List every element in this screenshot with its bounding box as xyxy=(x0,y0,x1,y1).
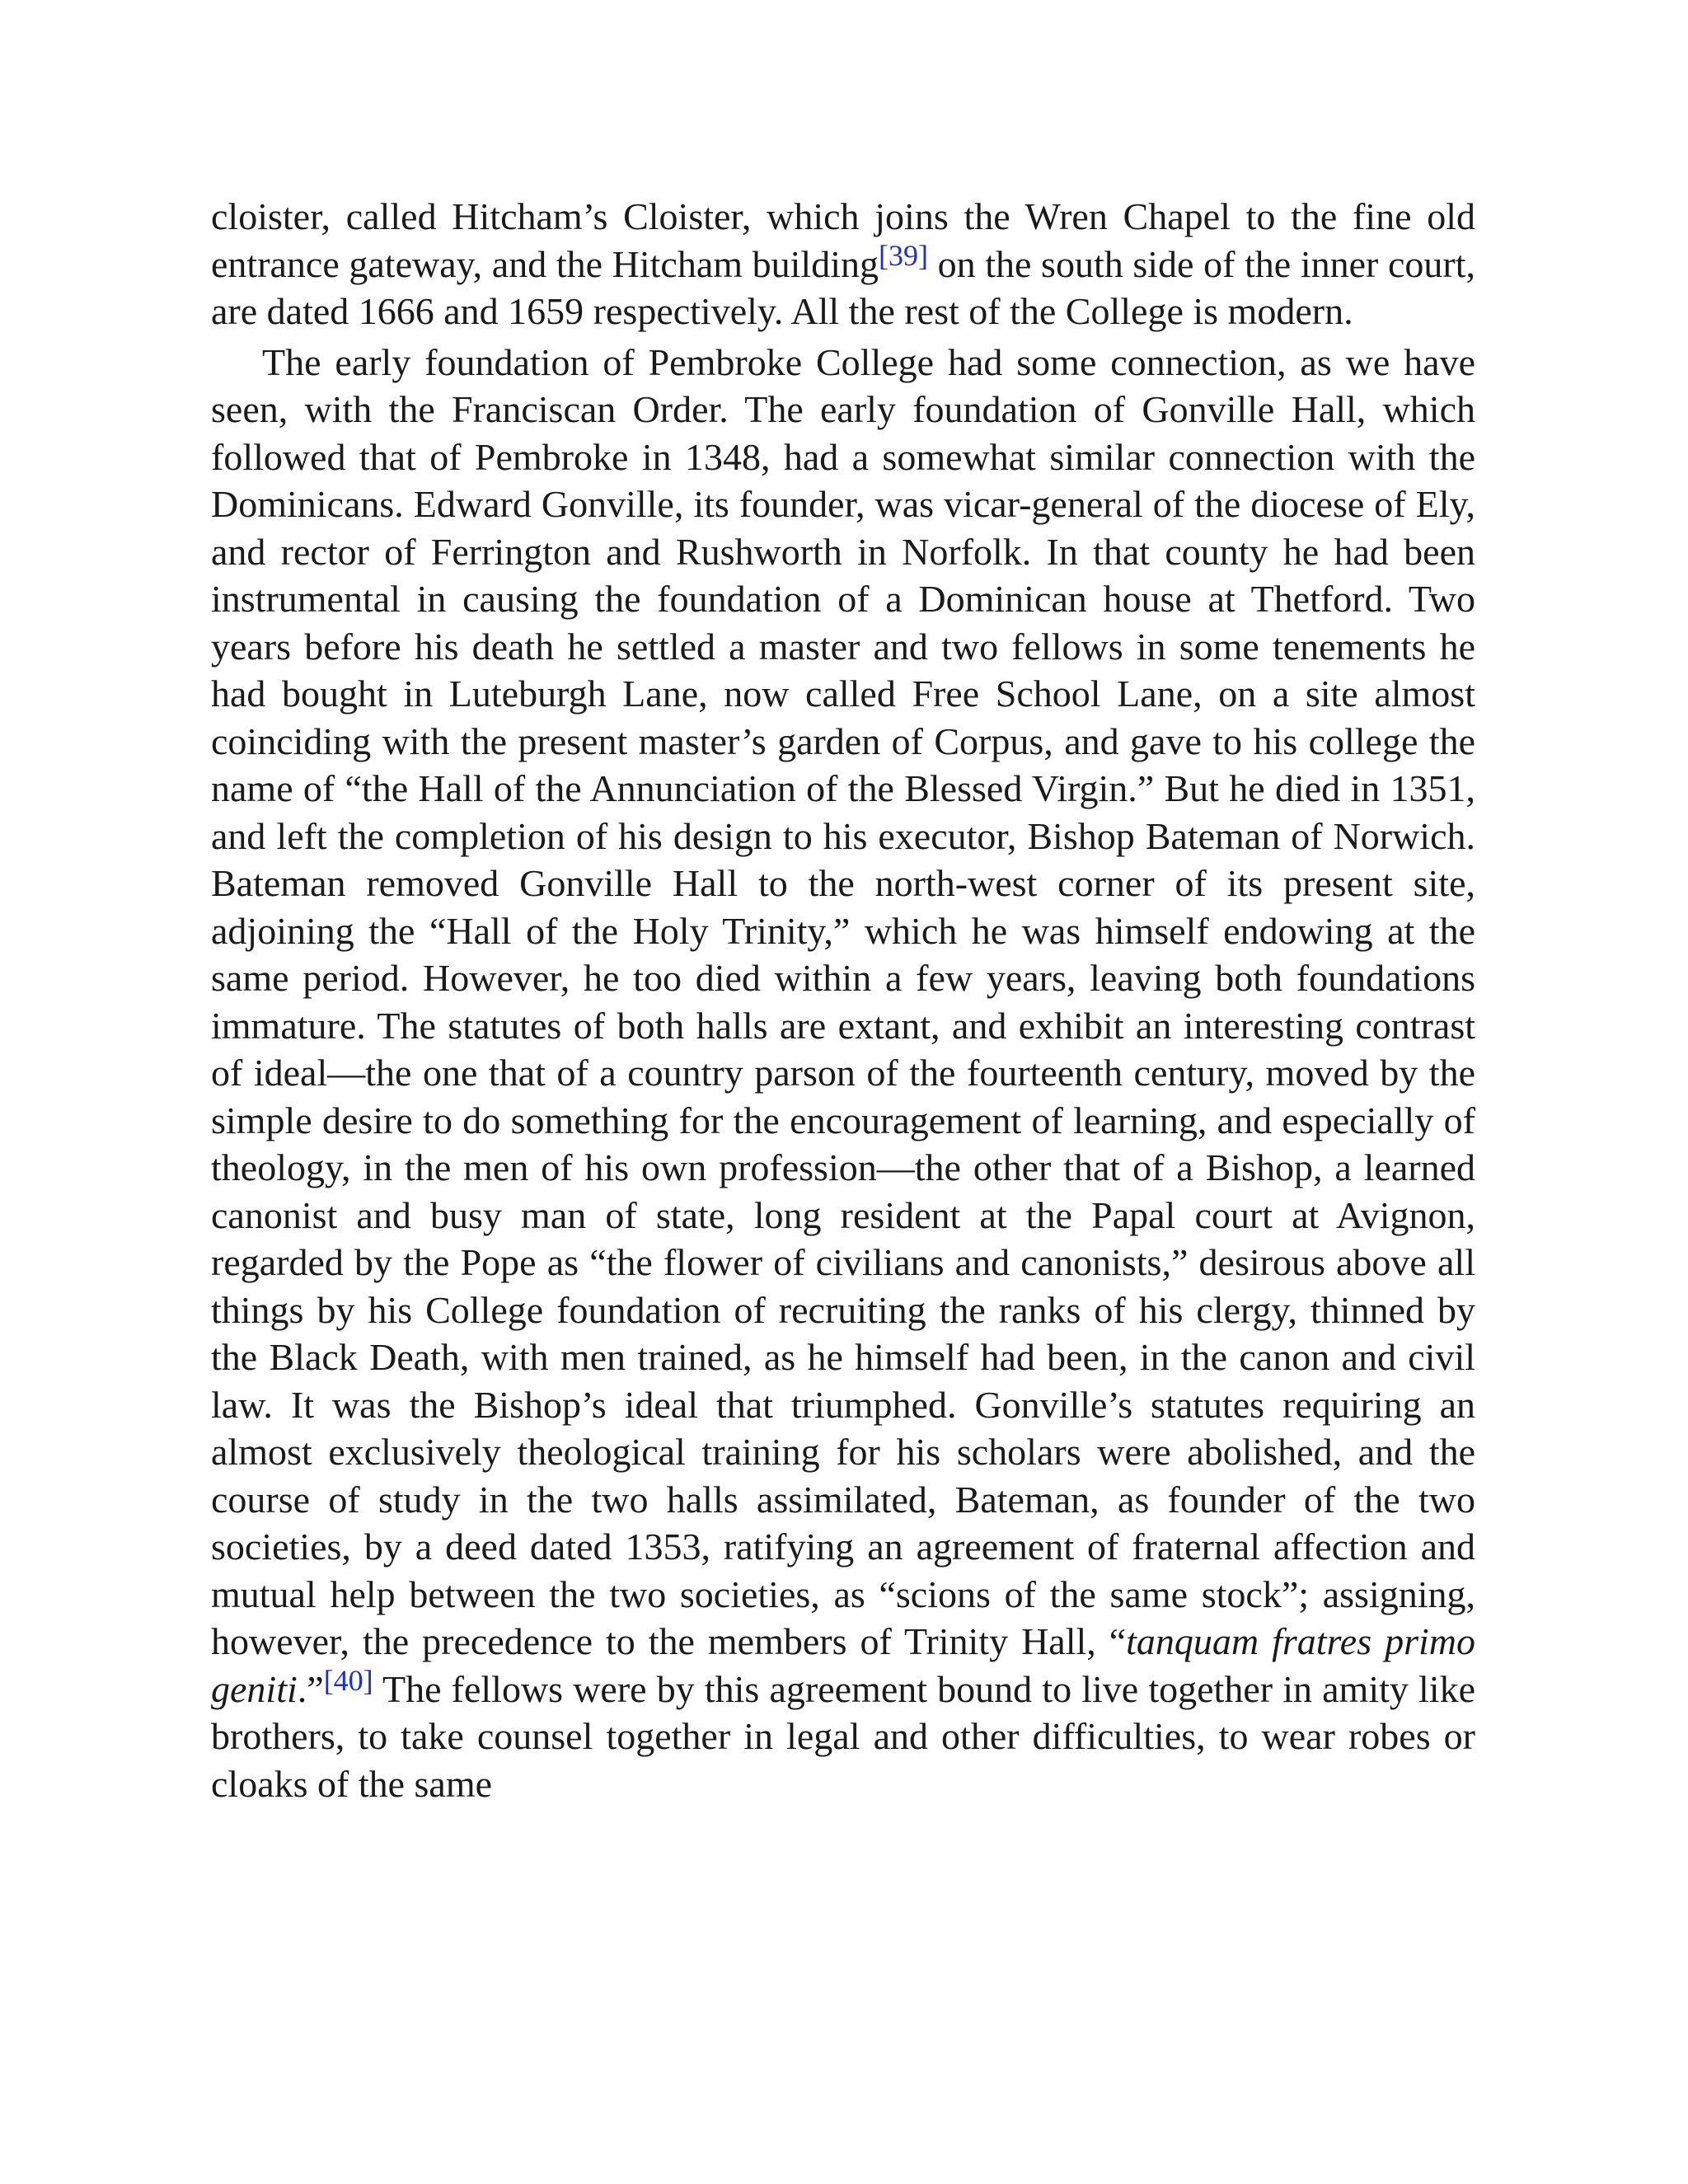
paragraph-1 xyxy=(211,193,1475,335)
paragraph-1-text-a: cloister, called Hitcham’s Cloister, which joins the Wren Chapel to the fine old entrance gateway, and the Hitcham building xyxy=(211,195,1475,285)
footnote-link-39[interactable]: [39] xyxy=(879,238,928,272)
latin-phrase: tanquam fratres primo geniti xyxy=(211,1620,1475,1710)
paragraph-2-text-a: The early foundation of Pembroke College had some connection, as we have seen, with the Franciscan Order. The early foundation of Gonville Hall, which followed that of Pembroke in 1348, had a somewhat similar connection with the Dominicans. Edward Gonville, its founder, was vicar-general of the diocese of Ely, and rector of Ferrington and Rushworth in Norfolk. In that county he had been instrumental in causing the foundation of a Dominican house at Thetford. Two years before his death he settled a master and two fellows in some tenements he had bought in Luteburgh Lane, now called Free School Lane, on a site almost coinciding with the present master’s garden of Corpus, and gave to his college the name of “the Hall of the Annunciation of the Blessed Virgin.” But he died in 1351, and left the completion of his design to his executor, Bishop Bateman of Norwich. Bateman removed Gonville Hall to the north-west corner of its present site, adjoining the “Hall of the Holy Trinity,” which he was himself endowing at the same period. However, he too died within a few years, leaving both foundations immature. The statutes of both halls are extant, and exhibit an interesting contrast of ideal—the one that of a country parson of the fourteenth century, moved by the simple desire to do something for the encouragement of learning, and especially of theology, in the men of his own profession—the other that of a Bishop, a learned canonist and busy man of state, long resident at the Papal court at Avignon, regarded by the Pope as “the flower of civilians and canonists,” desirous above all things by his College foundation of recruiting the ranks of his clergy, thinned by the Black Death, with men trained, as he himself had been, in the canon and civil law. It was the Bishop’s ideal that triumphed. Gonville’s statutes requiring an almost exclusively theological training for his scholars were abolished, and the course of study in the two halls assimilated, Bateman, as founder of the two societies, by a deed dated 1353, ratifying an agreement of fraternal affection and mutual help between the two societies, as “scions of the same stock”; assigning, however, the precedence to the members of Trinity Hall, “ xyxy=(211,340,1475,1662)
paragraph-2-text-b: .” xyxy=(297,1667,324,1710)
footnote-link-40[interactable]: [40] xyxy=(323,1663,373,1697)
paragraph-1-text-b: on the south side of the inner court, are dated 1666 and 1659 respectively. All the rest of the College is modern. xyxy=(211,242,1475,332)
paragraph-2 xyxy=(211,339,1475,1808)
page-body xyxy=(211,193,1475,1807)
paragraph-2-text-c: The fellows were by this agreement bound to live together in amity like brothers, to take counsel together in legal and other difficulties, to wear robes or cloaks of the same xyxy=(211,1667,1475,1805)
